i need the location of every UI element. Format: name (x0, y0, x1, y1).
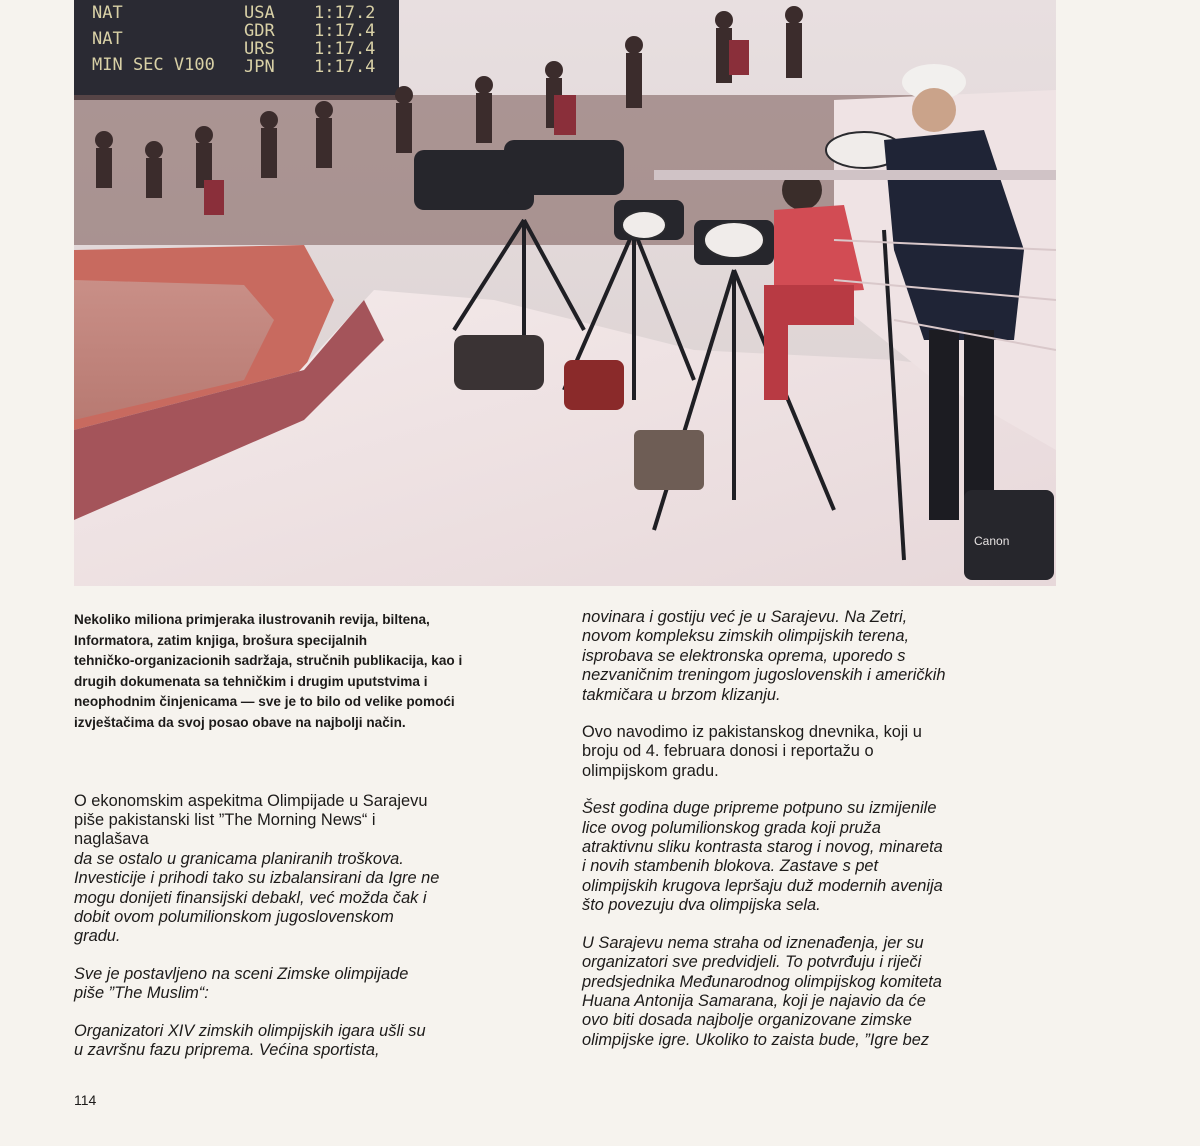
text-line: dobit ovom polumilionskom jugoslovenskom (74, 908, 394, 926)
text-line: atraktivnu sliku kontrasta starog i novog, minareta (582, 838, 943, 857)
text-line: Sve je postavljeno na sceni Zimske olimpijade (74, 964, 409, 983)
paragraph-no-surprises (582, 934, 1052, 1050)
scoreboard-code: JPN (244, 57, 275, 77)
left-column (74, 610, 536, 1060)
text-line: Ovo navodimo iz pakistanskog dnevnika, koji u (582, 723, 922, 742)
caption-line: Informatora, zatim knjiga, brošura specijalnih (74, 632, 368, 648)
paragraph-zetra (582, 608, 1052, 705)
text-line: piše pakistanski list ”The Morning News“ i (74, 810, 376, 829)
paragraph-the-muslim (74, 965, 536, 1004)
scoreboard-code: URS (244, 39, 275, 59)
scoreboard-code: GDR (244, 21, 275, 41)
text-line: Organizatori XIV zimskih olimpijskih igara ušli su (74, 1021, 426, 1040)
text-line: olimpijskih krugova lepršaju duž modernih avenija (582, 876, 943, 895)
text-line: organizatori sve predvidjeli. To potvrđuju i riječi (582, 953, 922, 972)
photo-speed-skating-press (74, 0, 1056, 586)
text-line: lice ovog polumilionskog grada koji pruža (582, 818, 881, 837)
text-line: isprobava se elektronska oprema, uporedo s (582, 646, 906, 665)
text-line: O ekonomskim aspekitma Olimpijade u Sarajevu (74, 791, 428, 810)
paragraph-six-years (582, 799, 1052, 915)
scoreboard-time: 1:17.2 (314, 3, 376, 23)
text-line: novinara i gostiju već je u Sarajevu. Na Zetri, (582, 608, 908, 626)
scoreboard-time: 1:17.4 (314, 57, 376, 77)
text-line: nezvaničnim treningom jugoslovenskih i američkih (582, 666, 946, 685)
text-line: Investicije i prihodi tako su izbalansirani da Igre ne (74, 869, 440, 888)
caption-line: tehničko-organizacionih sadržaja, stručnih publikacija, kao i (74, 653, 463, 669)
page-number: 114 (74, 1092, 97, 1108)
text-line: novom kompleksu zimskih olimpijskih terena, (582, 627, 910, 646)
text-line: piše ”The Muslim“: (74, 984, 209, 1003)
photo-caption (74, 610, 536, 734)
paragraph-pakistani-daily (582, 723, 1052, 781)
text-line: olimpijske igre. Ukoliko to zaista bude, ”Igre bez (582, 1030, 930, 1049)
text-line: olimpijskom gradu. (582, 761, 719, 780)
svg-text:Canon: Canon (974, 534, 1010, 548)
text-line: što povezuju dva olimpijska sela. (582, 896, 821, 915)
text-line: i novih stambenih blokova. Zastave s pet (582, 857, 879, 876)
paragraph-organizers (74, 1022, 536, 1061)
text-line: da se ostalo u granicama planiranih troškova. (74, 849, 404, 868)
caption-line: drugih dokumenata sa tehničkim i drugim uputstvima i (74, 673, 428, 689)
text-line: naglašava (74, 830, 149, 849)
svg-text:NAT: NAT (92, 29, 123, 49)
caption-line: izvještačima da svoj posao obave na najbolji način. (74, 714, 406, 730)
canon-bag (964, 490, 1054, 580)
text-line: u završnu fazu priprema. Većina sportista, (74, 1041, 380, 1060)
scoreboard-time: 1:17.4 (314, 39, 376, 59)
text-line: U Sarajevu nema straha od iznenađenja, jer su (582, 933, 924, 952)
scoreboard-code: USA (244, 3, 275, 23)
caption-line: neophodnim činjenicama — sve je to bilo od velike pomoći (74, 694, 455, 710)
text-line: Huana Antonija Samarana, koji je najavio da će (582, 991, 926, 1010)
svg-text:NAT: NAT (92, 3, 123, 23)
scoreboard-time: 1:17.4 (314, 21, 376, 41)
right-column (582, 608, 1052, 1050)
text-line: ovo biti dosada najbolje organizovane zimske (582, 1011, 912, 1030)
caption-line: Nekoliko miliona primjeraka ilustrovanih revija, biltena, (74, 612, 430, 627)
text-line: Šest godina duge pripreme potpuno su izmijenile (582, 799, 937, 818)
text-line: mogu donijeti finansijski debakl, već možda čak i (74, 888, 427, 907)
paragraph-morning-news (74, 792, 536, 947)
text-line: predsjednika Međunarodnog olimpijskog komiteta (582, 972, 942, 991)
text-line: takmičara u brzom klizanju. (582, 685, 781, 704)
text-line: gradu. (74, 927, 121, 946)
text-line: broju od 4. februara donosi i reportažu o (582, 742, 874, 761)
svg-text:MIN SEC V100: MIN SEC V100 (92, 55, 215, 75)
